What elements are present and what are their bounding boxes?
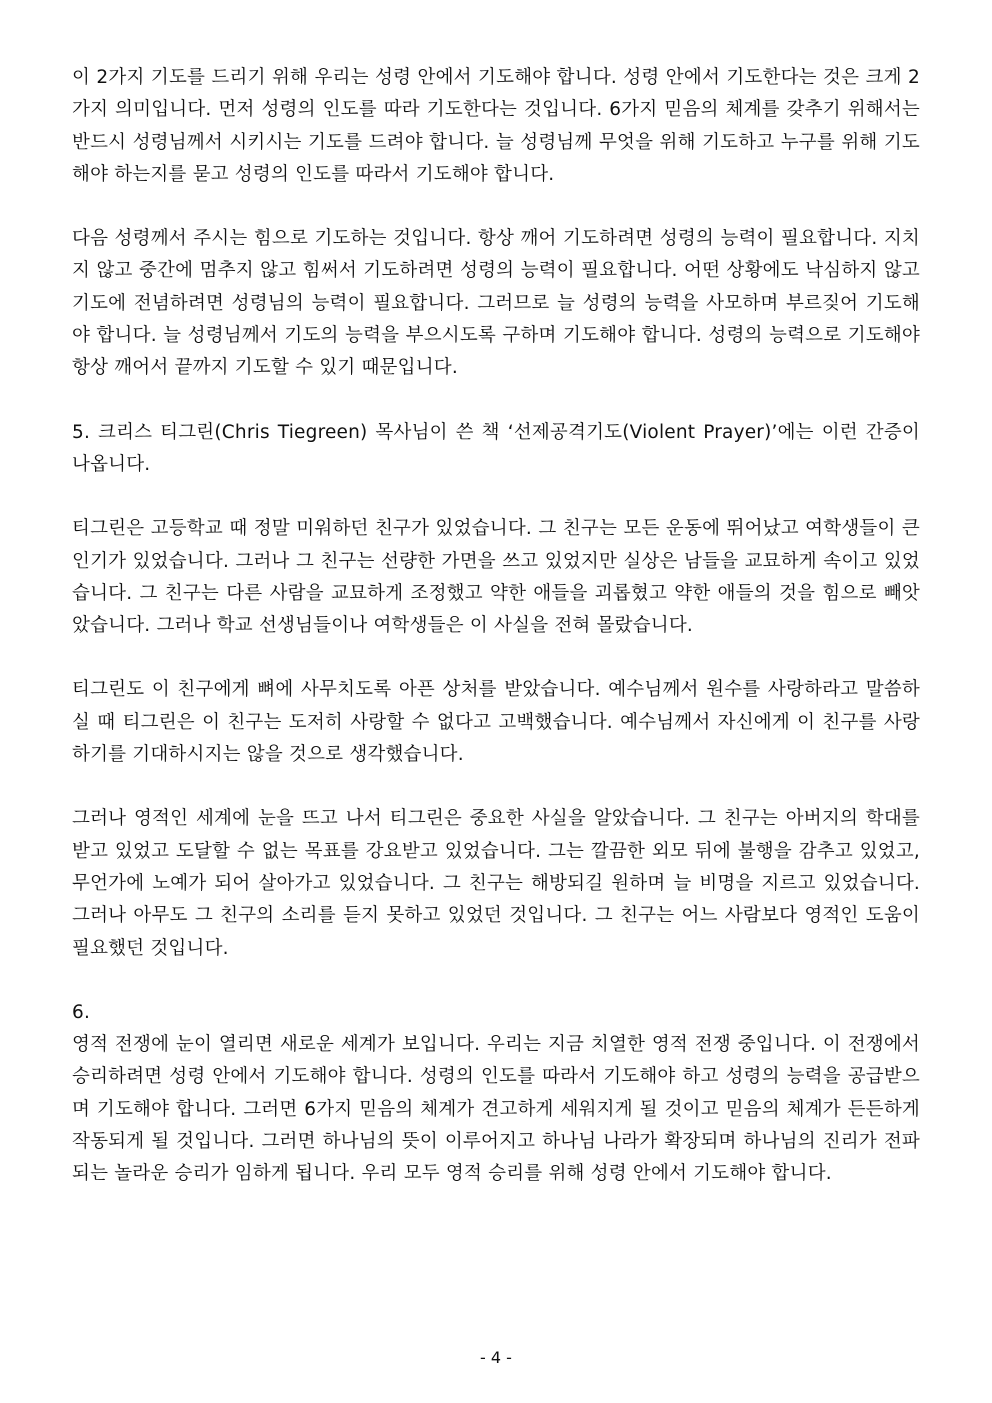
document-body <box>72 62 920 1223</box>
section-6-number: 6. <box>72 1001 91 1023</box>
page-number: - 4 - <box>480 1348 512 1367</box>
paragraph-spiritual-warfare: 영적 전쟁에 눈이 열리면 새로운 세계가 보입니다. 우리는 지금 치열한 영적 전쟁 중입니다. 이 전쟁에서 승리하려면 성령 안에서 기도해야 합니다. 성령의 인도를 따라서 기도해야 하고 성령의 능력을 공급받으며 기도해야 합니다. 그러면 6가지 믿음의 체계가 견고하게 세워지게 될 것이고 믿음의 체계가 든든하게 작동되게 될 것입니다. 그러면 하나님의 뜻이 이루어지고 하나님 나라가 확장되며 하나님의 진리가 전파되는 놀라운 승리가 임하게 됩니다. 우리 모두 영적 승리를 위해 성령 안에서 기도해야 합니다. <box>72 1034 920 1185</box>
paragraph-prayer-in-spirit: 이 2가지 기도를 드리기 위해 우리는 성령 안에서 기도해야 합니다. 성령 안에서 기도한다는 것은 크게 2가지 의미입니다. 먼저 성령의 인도를 따라 기도한다는 것입니다. 6가지 믿음의 체계를 갖추기 위해서는 반드시 성령님께서 시키시는 기도를 드려야 합니다. 늘 성령님께 무엇을 위해 기도하고 누구를 위해 기도해야 하는지를 묻고 성령의 인도를 따라서 기도해야 합니다. <box>72 67 920 185</box>
paragraph-spiritual-eyes: 그러나 영적인 세계에 눈을 뜨고 나서 티그린은 중요한 사실을 알았습니다. 그 친구는 아버지의 학대를 받고 있었고 도달할 수 없는 목표를 강요받고 있었습니다. 그는 깔끔한 외모 뒤에 불행을 감추고 있었고, 무언가에 노예가 되어 살아가고 있었습니다. 그 친구는 해방되길 원하며 늘 비명을 지르고 있었습니다. 그러나 아무도 그 친구의 소리를 듣지 못하고 있었던 것입니다. 그 친구는 어느 사람보다 영적인 도움이 필요했던 것입니다. <box>72 808 920 959</box>
paragraph-tiegreen-friend: 티그린은 고등학교 때 정말 미워하던 친구가 있었습니다. 그 친구는 모든 운동에 뛰어났고 여학생들이 큰 인기가 있었습니다. 그러나 그 친구는 선량한 가면을 쓰고 있었지만 실상은 남들을 교묘하게 속이고 있었습니다. 그 친구는 다른 사람을 교묘하게 조정했고 약한 애들을 괴롭혔고 약한 애들의 것을 힘으로 빼앗았습니다. 그러나 학교 선생님들이나 여학생들은 이 사실을 전혀 몰랐습니다. <box>72 518 920 637</box>
paragraph-tiegreen-wound: 티그린도 이 친구에게 뼈에 사무치도록 아픈 상처를 받았습니다. 예수님께서 원수를 사랑하라고 말씀하실 때 티그린은 이 친구는 도저히 사랑할 수 없다고 고백했습니다. 예수님께서 자신에게 이 친구를 사랑하기를 기대하시지는 않을 것으로 생각했습니다. <box>72 679 920 766</box>
paragraph-section-5-intro: 5. 크리스 티그린(Chris Tiegreen) 목사님이 쓴 책 ‘선제공격기도(Violent Prayer)’에는 이런 간증이 나옵니다. <box>72 421 920 475</box>
paragraph-power-of-spirit: 다음 성령께서 주시는 힘으로 기도하는 것입니다. 항상 깨어 기도하려면 성령의 능력이 필요합니다. 지치지 않고 중간에 멈추지 않고 힘써서 기도하려면 성령의 능력이 필요합니다. 어떤 상황에도 낙심하지 않고 기도에 전념하려면 성령님의 능력이 필요합니다. 그러므로 늘 성령의 능력을 사모하며 부르짖어 기도해야 합니다. 늘 성령님께서 기도의 능력을 부으시도록 구하며 기도해야 합니다. 성령의 능력으로 기도해야 항상 깨어서 끝까지 기도할 수 있기 때문입니다. <box>72 228 920 379</box>
